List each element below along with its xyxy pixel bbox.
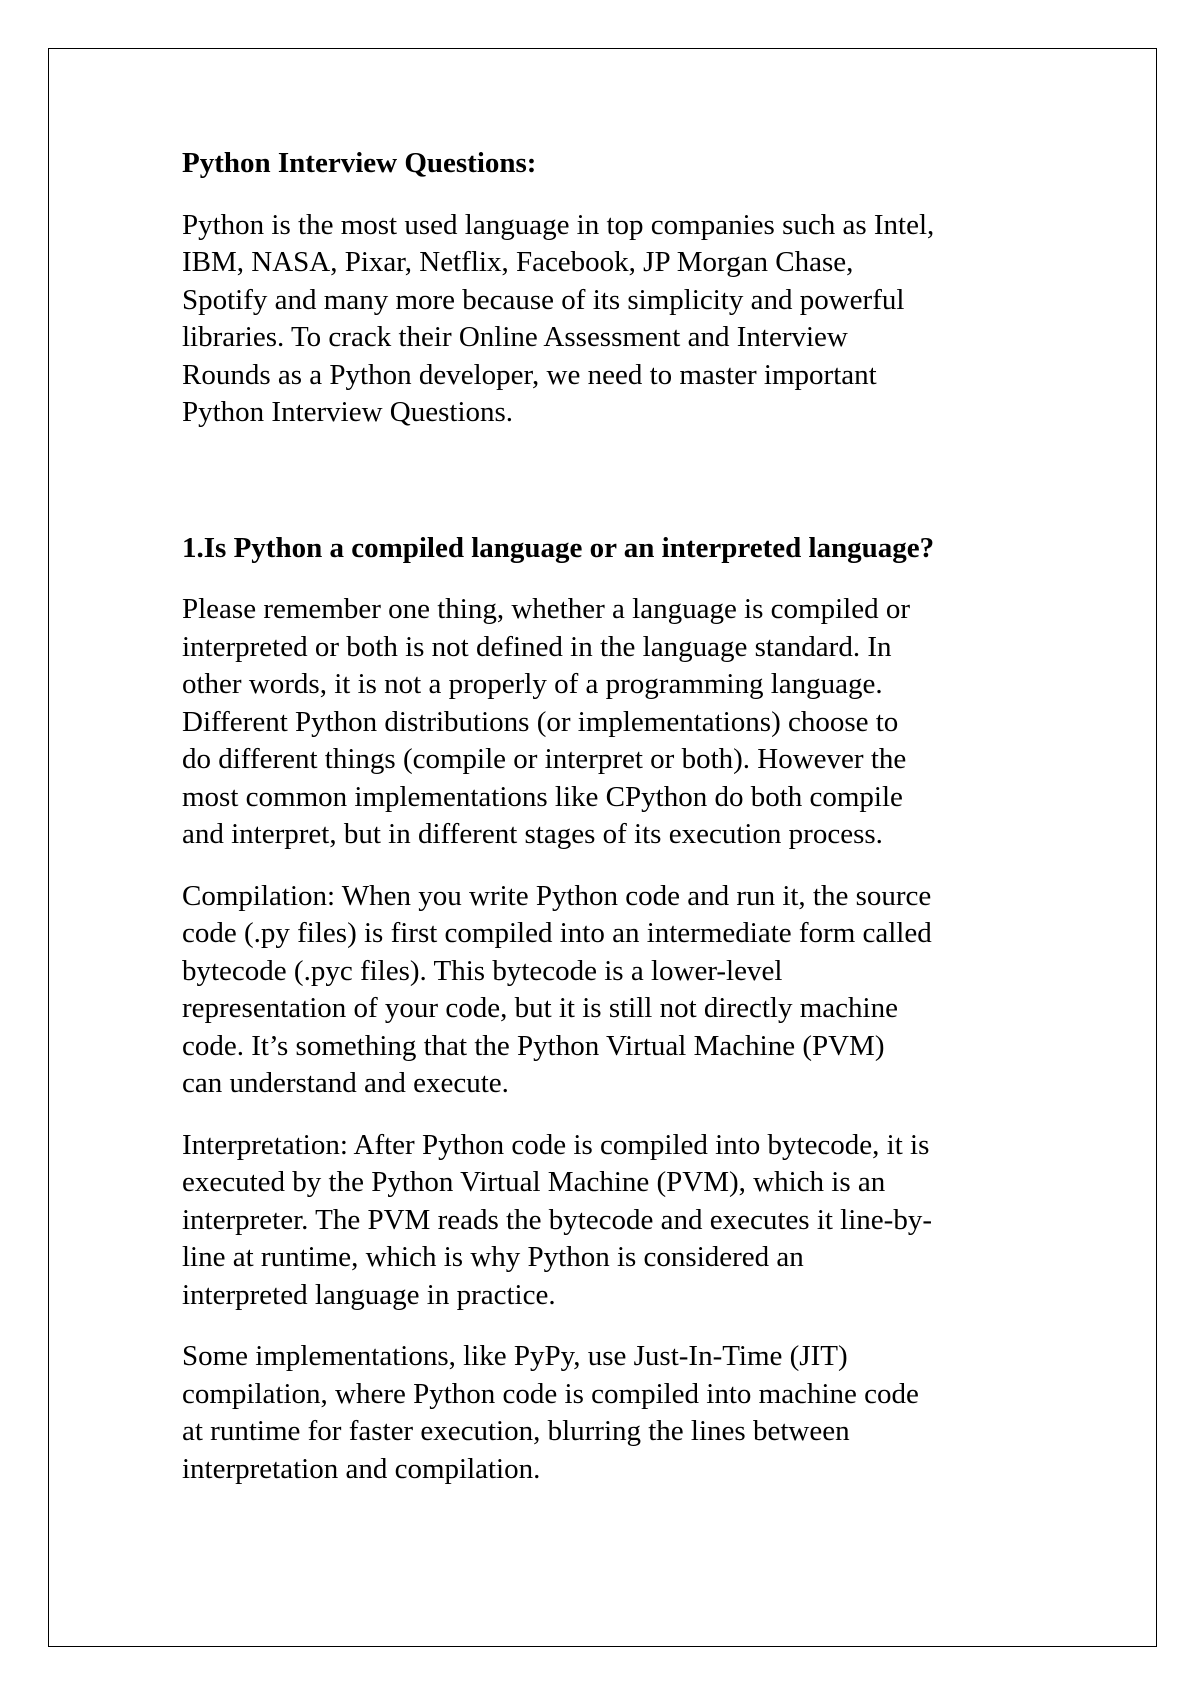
paragraph-line: Different Python distributions (or implementations) choose to bbox=[182, 705, 899, 738]
intro-paragraph bbox=[182, 207, 1042, 432]
paragraph-line: interpreted language in practice. bbox=[182, 1278, 556, 1311]
question-1-heading: 1.Is Python a compiled language or an interpreted language? bbox=[182, 531, 935, 564]
document-body bbox=[182, 145, 1042, 1488]
intro-line: Python is the most used language in top companies such as Intel, bbox=[182, 208, 935, 241]
paragraph-line: representation of your code, but it is still not directly machine bbox=[182, 992, 898, 1024]
paragraph-line: most common implementations like CPython do both compile bbox=[182, 780, 903, 813]
paragraph-line: can understand and execute. bbox=[182, 1067, 509, 1099]
question-1-paragraph-1 bbox=[182, 591, 1042, 854]
paragraph-line: Compilation: When you write Python code and run it, the source bbox=[182, 879, 932, 912]
question-1-paragraph-3 bbox=[182, 1127, 1042, 1315]
paragraph-line: other words, it is not a properly of a programming language. bbox=[182, 668, 883, 700]
paragraph-line: bytecode (.pyc files). This bytecode is a lower-level bbox=[182, 954, 783, 987]
paragraph-line: executed by the Python Virtual Machine (PVM), which is an bbox=[182, 1166, 886, 1198]
paragraph-line: interpreter. The PVM reads the bytecode and executes it line-by- bbox=[182, 1203, 932, 1236]
paragraph-line: code (.py files) is first compiled into an intermediate form called bbox=[182, 917, 932, 949]
paragraph-line: code. It’s something that the Python Virtual Machine (PVM) bbox=[182, 1029, 885, 1062]
paragraph-line: line at runtime, which is why Python is considered an bbox=[182, 1241, 804, 1273]
paragraph-line: interpretation and compilation. bbox=[182, 1452, 541, 1485]
intro-line: IBM, NASA, Pixar, Netflix, Facebook, JP Morgan Chase, bbox=[182, 246, 854, 278]
question-1-paragraph-4 bbox=[182, 1338, 1042, 1488]
intro-line: libraries. To crack their Online Assessment and Interview bbox=[182, 321, 848, 353]
intro-line: Python Interview Questions. bbox=[182, 396, 514, 428]
paragraph-line: do different things (compile or interpret or both). However the bbox=[182, 743, 907, 775]
paragraph-line: Some implementations, like PyPy, use Just-In-Time (JIT) bbox=[182, 1340, 848, 1372]
question-1-paragraph-2 bbox=[182, 878, 1042, 1103]
paragraph-line: interpreted or both is not defined in the language standard. In bbox=[182, 630, 892, 663]
paragraph-line: at runtime for faster execution, blurring the lines between bbox=[182, 1415, 850, 1447]
paragraph-line: compilation, where Python code is compiled into machine code bbox=[182, 1377, 919, 1410]
intro-line: Rounds as a Python developer, we need to master important bbox=[182, 358, 877, 391]
paragraph-line: Interpretation: After Python code is compiled into bytecode, it is bbox=[182, 1128, 930, 1161]
document-title: Python Interview Questions: bbox=[182, 147, 537, 179]
intro-line: Spotify and many more because of its simplicity and powerful bbox=[182, 283, 905, 316]
paragraph-line: Please remember one thing, whether a language is compiled or bbox=[182, 593, 910, 625]
paragraph-line: and interpret, but in different stages of its execution process. bbox=[182, 818, 883, 850]
